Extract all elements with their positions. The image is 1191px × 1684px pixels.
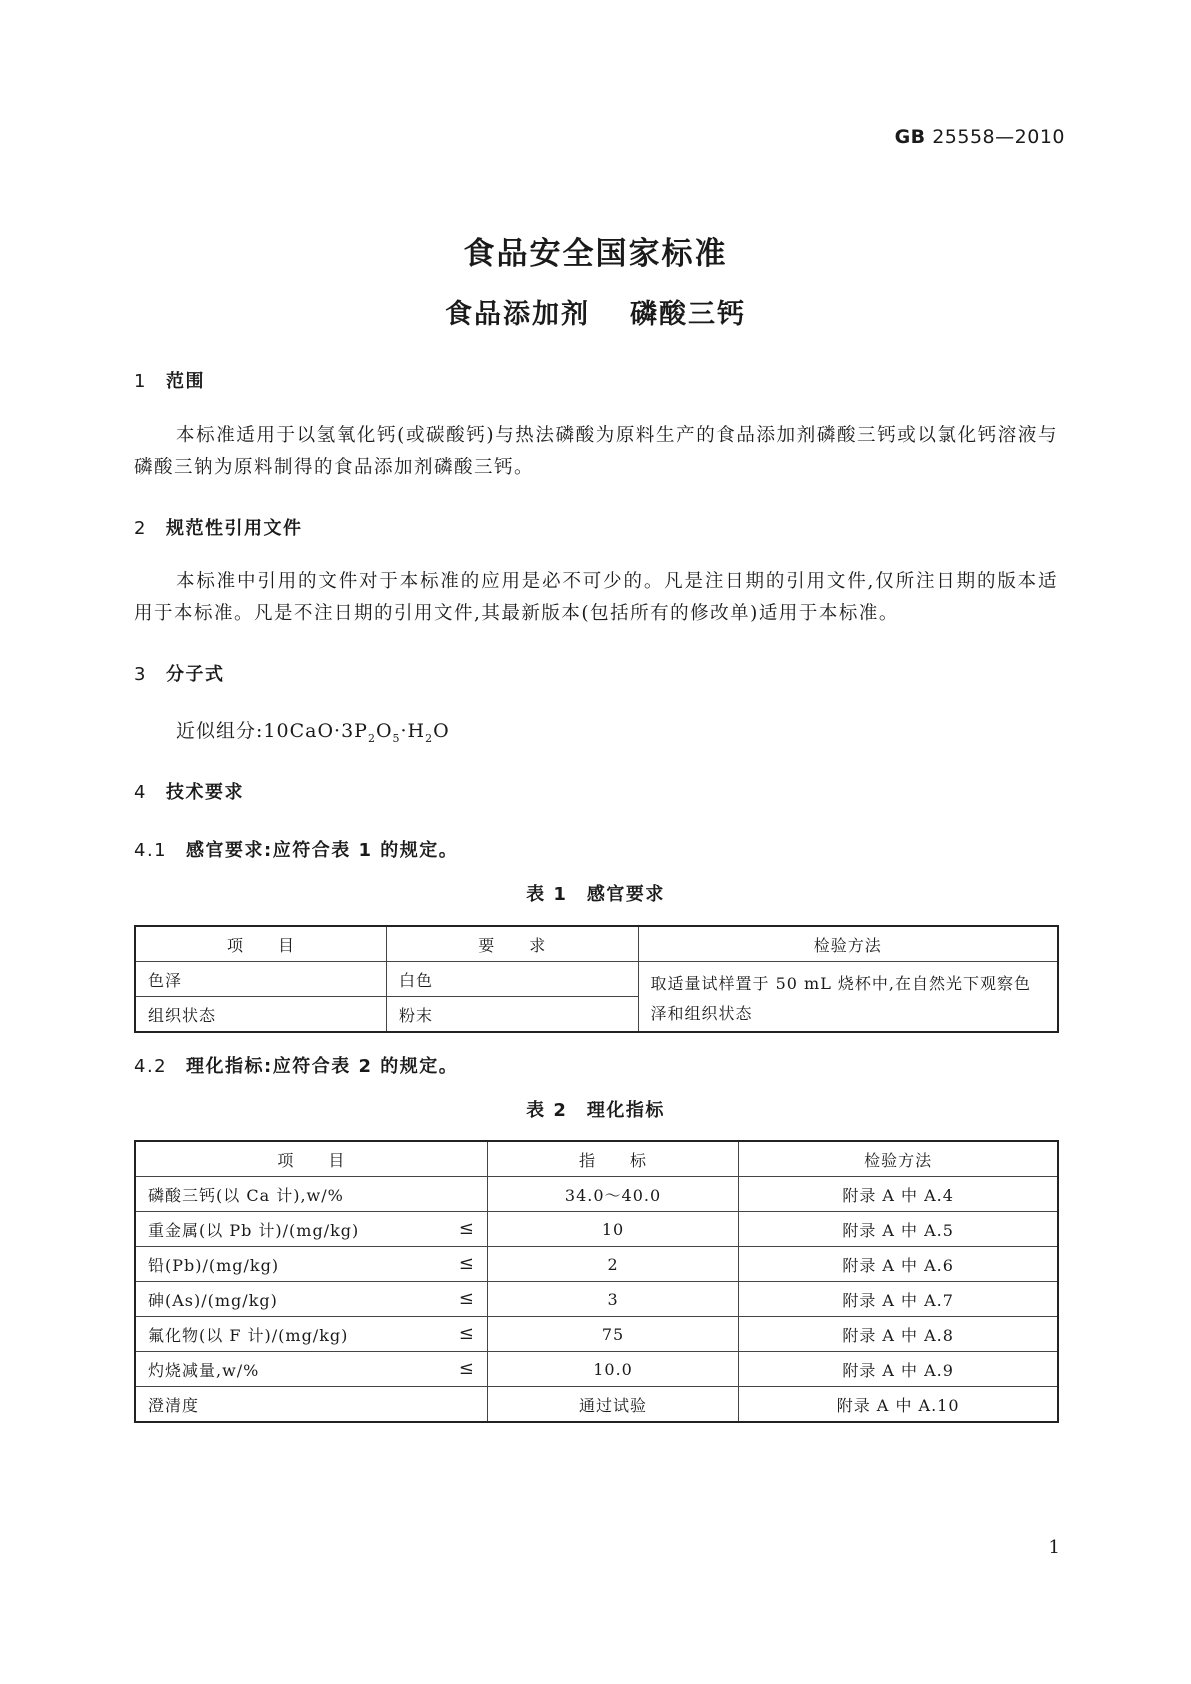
formula-subscript: 2	[425, 731, 434, 745]
table-cell-item	[135, 1387, 487, 1423]
section-title: 分子式	[166, 664, 225, 685]
section-title: 范围	[166, 371, 205, 392]
formula-part: O	[433, 720, 450, 742]
table-cell-item	[135, 1247, 487, 1282]
formula-label: 近似组分:	[176, 720, 264, 742]
table-cell-item	[135, 1212, 487, 1247]
item-label: 砷(As)/(mg/kg)	[148, 1290, 278, 1310]
operator: ≤	[458, 1357, 475, 1379]
item-label: 灼烧减量,w/%	[148, 1360, 260, 1380]
table-row	[135, 1387, 1058, 1423]
operator: ≤	[458, 1287, 475, 1309]
formula-part: O	[375, 720, 393, 742]
section-2-heading	[134, 514, 303, 540]
table-cell-value: 10	[487, 1212, 738, 1247]
table-1-caption: 表 1 感官要求	[526, 884, 665, 905]
table-1-sensory	[134, 925, 1059, 1033]
table-cell-item	[135, 1177, 487, 1212]
table-cell-item	[135, 1317, 487, 1352]
section-number: 4.2	[134, 1056, 168, 1077]
item-label: 澄清度	[148, 1395, 200, 1415]
table-cell-method: 附录 A 中 A.5	[739, 1212, 1058, 1247]
page-number: 1	[1048, 1537, 1060, 1558]
table-cell-value: 2	[487, 1247, 738, 1282]
section-number: 3	[134, 664, 147, 685]
section-4-1-heading	[134, 836, 458, 862]
section-4-2-heading	[134, 1052, 458, 1078]
subtitle-category: 食品添加剂	[445, 299, 590, 330]
table-row	[135, 1177, 1058, 1212]
formula-subscript: 2	[367, 731, 376, 745]
table-cell-value: 10.0	[487, 1352, 738, 1387]
table-cell-method: 附录 A 中 A.8	[739, 1317, 1058, 1352]
table-row	[135, 962, 1058, 997]
table-cell-method: 附录 A 中 A.4	[739, 1177, 1058, 1212]
table-cell-method: 附录 A 中 A.7	[739, 1282, 1058, 1317]
table-header-row	[135, 926, 1058, 962]
table-cell-value: 通过试验	[487, 1387, 738, 1423]
table-cell-value: 34.0～40.0	[487, 1177, 738, 1212]
section-4-heading	[134, 778, 244, 804]
table-header-row	[135, 1141, 1058, 1177]
section-2-text: 本标准中引用的文件对于本标准的应用是必不可少的。凡是注日期的引用文件,仅所注日期的版本适用于本标准。凡是不注日期的引用文件,其最新版本(包括所有的修改单)适用于本标准。	[134, 571, 1058, 624]
section-title: 规范性引用文件	[166, 518, 303, 539]
section-number: 4	[134, 782, 147, 803]
table-cell-method: 附录 A 中 A.6	[739, 1247, 1058, 1282]
table-cell-method: 取适量试样置于 50 mL 烧杯中,在自然光下观察色泽和组织状态	[638, 962, 1058, 1033]
column-header: 项 目	[135, 1141, 487, 1177]
formula-part: 10CaO·3P	[263, 720, 368, 742]
table-2-caption: 表 2 理化指标	[526, 1100, 665, 1121]
molecular-formula	[176, 716, 450, 745]
table-row	[135, 1247, 1058, 1282]
section-1-heading	[134, 367, 205, 393]
document-subtitle	[0, 292, 1191, 331]
item-label: 磷酸三钙(以 Ca 计),w/%	[148, 1185, 344, 1205]
standard-prefix: GB	[894, 126, 926, 148]
section-3-heading	[134, 660, 225, 686]
table-row	[135, 1317, 1058, 1352]
operator: ≤	[458, 1252, 475, 1274]
section-number: 1	[134, 371, 147, 392]
section-1-text: 本标准适用于以氢氧化钙(或碳酸钙)与热法磷酸为原料生产的食品添加剂磷酸三钙或以氯化钙溶液与磷酸三钠为原料制得的食品添加剂磷酸三钙。	[134, 425, 1058, 478]
section-title: 理化指标:应符合表 2 的规定。	[186, 1056, 459, 1077]
column-header: 检验方法	[739, 1141, 1058, 1177]
table-cell: 粉末	[387, 997, 639, 1033]
table-row	[135, 1352, 1058, 1387]
document-title: 食品安全国家标准	[463, 236, 728, 272]
section-title: 技术要求	[166, 782, 244, 803]
table-cell-item	[135, 1352, 487, 1387]
column-header: 要 求	[387, 926, 639, 962]
table-cell-value: 3	[487, 1282, 738, 1317]
item-label: 重金属(以 Pb 计)/(mg/kg)	[148, 1220, 360, 1240]
standard-number	[895, 126, 1065, 148]
section-number: 2	[134, 518, 147, 539]
item-label: 铅(Pb)/(mg/kg)	[148, 1255, 280, 1275]
column-header: 项 目	[135, 926, 387, 962]
table-2-physicochemical	[134, 1140, 1059, 1423]
table-cell-value: 75	[487, 1317, 738, 1352]
section-number: 4.1	[134, 840, 168, 861]
table-cell: 白色	[387, 962, 639, 997]
table-row	[135, 1212, 1058, 1247]
table-cell: 色泽	[135, 962, 387, 997]
column-header: 指 标	[487, 1141, 738, 1177]
section-title: 感官要求:应符合表 1 的规定。	[186, 840, 459, 861]
item-label: 氟化物(以 F 计)/(mg/kg)	[148, 1325, 349, 1345]
formula-subscript: 5	[392, 731, 401, 745]
table-cell-item	[135, 1282, 487, 1317]
table-cell-method: 附录 A 中 A.9	[739, 1352, 1058, 1387]
subtitle-product: 磷酸三钙	[630, 299, 746, 330]
table-cell: 组织状态	[135, 997, 387, 1033]
standard-code: 25558—2010	[932, 126, 1065, 148]
operator: ≤	[458, 1322, 475, 1344]
table-cell-method: 附录 A 中 A.10	[739, 1387, 1058, 1423]
column-header: 检验方法	[638, 926, 1058, 962]
table-row	[135, 1282, 1058, 1317]
formula-part: ·H	[400, 720, 426, 742]
operator: ≤	[458, 1217, 475, 1239]
